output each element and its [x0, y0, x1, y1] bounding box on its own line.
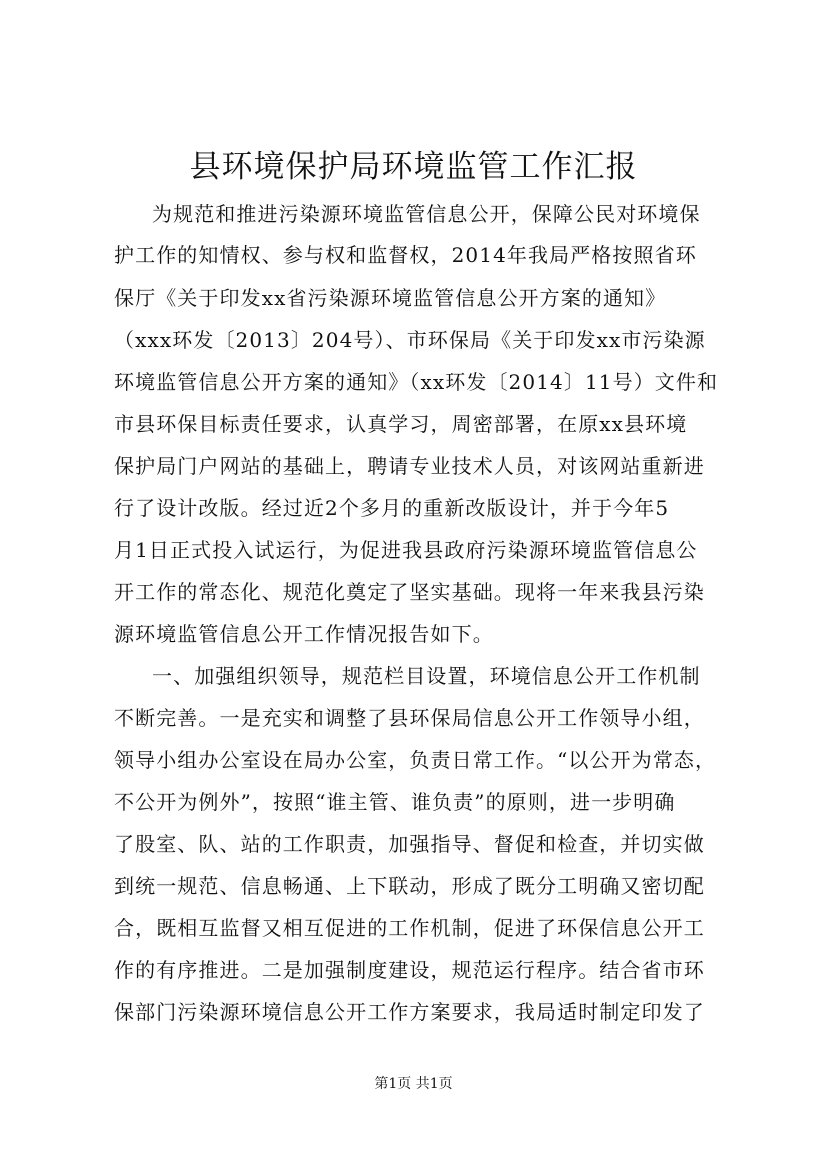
paragraph-line: 保护局门户网站的基础上，聘请专业技术人员，对该网站重新进 — [114, 454, 705, 478]
paragraph-line: 领导小组办公室设在局办公室，负责日常工作。“以公开为常态， — [114, 748, 717, 772]
paragraph-line: 为规范和推进污染源环境监管信息公开，保障公民对环境保 — [152, 202, 701, 226]
paragraph-line: 环境监管信息公开方案的通知》（xx环发〔2014〕11号）文件和 — [114, 370, 719, 394]
paragraph-line: 开工作的常态化、规范化奠定了坚实基础。现将一年来我县污染 — [114, 580, 705, 604]
paragraph-line: 保厅《关于印发xx省污染源环境监管信息公开方案的通知》 — [114, 286, 667, 310]
paragraph-line: 了股室、队、站的工作职责，加强指导、督促和检查，并切实做 — [114, 832, 705, 856]
paragraph-line: 月1日正式投入试运行，为促进我县政府污染源环境监管信息公 — [114, 538, 698, 562]
paragraph-line: 合，既相互监督又相互促进的工作机制，促进了环保信息公开工 — [114, 916, 705, 940]
paragraph-line: 一、加强组织领导，规范栏目设置，环境信息公开工作机制 — [152, 664, 701, 688]
paragraph-line: 护工作的知情权、参与权和监督权，2014年我局严格按照省环 — [114, 243, 697, 267]
paragraph-line: 不断完善。一是充实和调整了县环保局信息公开工作领导小组， — [114, 706, 705, 730]
paragraph-line: 源环境监管信息公开工作情况报告如下。 — [114, 622, 494, 646]
paragraph-line: 行了设计改版。经过近2个多月的重新改版设计，并于今年5 — [114, 496, 670, 520]
page-number: 第1页 共1页 — [374, 1076, 453, 1092]
paragraph-line: 不公开为例外”，按照“谁主管、谁负责”的原则，进一步明确 — [114, 790, 676, 814]
paragraph-line: 到统一规范、信息畅通、上下联动，形成了既分工明确又密切配 — [114, 874, 705, 898]
paragraph-line: 保部门污染源环境信息公开工作方案要求，我局适时制定印发了 — [114, 1000, 705, 1024]
paragraph-line: 市县环保目标责任要求，认真学习，周密部署，在原xx县环境 — [114, 412, 688, 436]
document-title: 县环境保护局环境监管工作汇报 — [189, 149, 638, 185]
paragraph-line: （xxx环发〔2013〕204号）、市环保局《关于印发xx市污染源 — [114, 328, 706, 352]
paragraph-line: 作的有序推进。二是加强制度建设，规范运行程序。结合省市环 — [114, 958, 705, 982]
